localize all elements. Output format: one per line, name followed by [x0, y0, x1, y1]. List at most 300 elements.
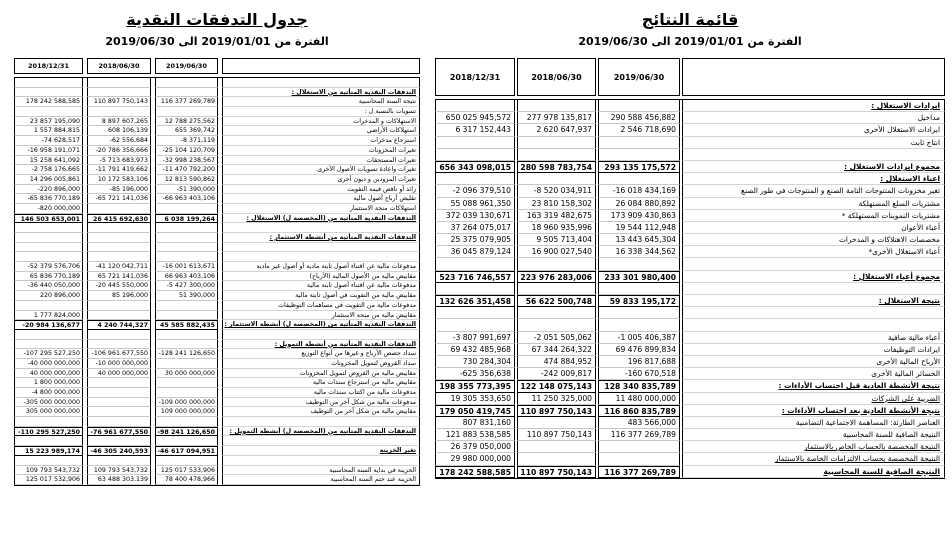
- value-cell: [155, 88, 218, 98]
- row-label: الاستهلاكات و المدخرات: [222, 117, 420, 127]
- row-label: التدفقات النقدية المتأتية من أنشطة التمويل :: [222, 340, 420, 350]
- value-cell: -98 241 126,650: [155, 427, 218, 437]
- table-row: [14, 330, 420, 340]
- value-cell: 65 836 770,189: [14, 272, 83, 282]
- table-row: [435, 100, 945, 112]
- value-cell: [598, 441, 680, 453]
- value-cell: [155, 388, 218, 398]
- value-cell: [598, 307, 680, 319]
- page-title: قائمة النتائج: [641, 10, 739, 29]
- value-cell: [14, 233, 83, 243]
- row-label: [222, 330, 420, 340]
- row-label: تغيرات المخزونات: [222, 146, 420, 156]
- value-cell: -2 051 505,062: [517, 332, 596, 344]
- row-label: التدفقات النقدية المتأتية من (المخصصة ل) أنشطة التمويل :: [222, 427, 420, 437]
- value-cell: [87, 398, 151, 408]
- value-cell: -16 018 434,169: [598, 185, 680, 197]
- row-label: [682, 149, 945, 161]
- value-cell: [517, 258, 596, 270]
- value-cell: -8 371,119: [155, 136, 218, 146]
- value-cell: [87, 301, 151, 311]
- value-cell: -20 984 136,677: [14, 320, 83, 330]
- value-cell: 26 415 692,630: [87, 214, 151, 224]
- table-row: [435, 453, 945, 465]
- value-cell: [517, 441, 596, 453]
- value-cell: [598, 319, 680, 331]
- value-cell: 56 622 500,748: [517, 295, 596, 307]
- row-label: الخزينة عند ختم السنة المحاسبية: [222, 475, 420, 485]
- value-cell: 63 488 303,139: [87, 475, 151, 485]
- row-label: [222, 456, 420, 466]
- value-cell: 40 000 000,000: [14, 369, 83, 379]
- row-label: سداد القروض لتمويل المخزونات: [222, 359, 420, 369]
- row-label: مدفوعات مالية عن اقتناء أصول ثابتة مادية أو أصول غير مادية: [222, 262, 420, 272]
- value-cell: [435, 319, 515, 331]
- value-cell: [598, 149, 680, 161]
- value-cell: 13 443 645,304: [598, 234, 680, 246]
- row-label: تسويات بالنسبة ل :: [222, 107, 420, 117]
- value-cell: 650 025 945,572: [435, 112, 515, 124]
- table-row: [435, 441, 945, 453]
- value-cell: 110 897 750,143: [517, 429, 596, 441]
- value-cell: 2 620 647,937: [517, 124, 596, 136]
- value-cell: -160 670,518: [598, 368, 680, 380]
- row-label: مداخيل: [682, 112, 945, 124]
- value-cell: 25 375 079,905: [435, 234, 515, 246]
- value-cell: [87, 417, 151, 427]
- row-label: أعباء الأعوان: [682, 222, 945, 234]
- table-row: [14, 117, 420, 127]
- value-cell: 36 045 879,124: [435, 246, 515, 258]
- value-cell: 14 296 005,861: [14, 175, 83, 185]
- value-cell: 85 196,000: [87, 291, 151, 301]
- row-label: [222, 78, 420, 88]
- value-cell: -3 807 991,697: [435, 332, 515, 344]
- row-label: مقابيض مالية من استرجاع سندات مالية: [222, 378, 420, 388]
- row-label: سداد حصص الأرباح و غيرها من أنواع التوزيع: [222, 349, 420, 359]
- table-row: [435, 368, 945, 380]
- value-cell: 179 050 419,745: [435, 405, 515, 417]
- value-cell: [87, 407, 151, 417]
- table-row: [435, 258, 945, 270]
- cash-flow-statement: [14, 6, 420, 486]
- value-cell: [87, 204, 151, 214]
- value-cell: -128 241 126,650: [155, 349, 218, 359]
- table-row: [435, 307, 945, 319]
- row-label: [222, 243, 420, 253]
- value-cell: -16 958 191,071: [14, 146, 83, 156]
- row-label: [682, 283, 945, 295]
- value-cell: 730 284,304: [435, 356, 515, 368]
- value-cell: [517, 417, 596, 429]
- value-cell: 9 505 713,404: [517, 234, 596, 246]
- row-label: تقليص أرباح أصول مالية: [222, 194, 420, 204]
- table-row: [435, 295, 945, 307]
- value-cell: -107 295 527,250: [14, 349, 83, 359]
- value-cell: [598, 173, 680, 185]
- value-cell: -65 836 770,189: [14, 194, 83, 204]
- cash-flow-table: [14, 77, 420, 486]
- value-cell: [435, 137, 515, 149]
- value-cell: -40 000 000,000: [14, 359, 83, 369]
- value-cell: [87, 78, 151, 88]
- row-label: استرجاع مدخرات: [222, 136, 420, 146]
- value-cell: [87, 456, 151, 466]
- value-cell: [87, 243, 151, 253]
- row-label: مقابيض مالية من القروض لتمويل المخزونات: [222, 369, 420, 379]
- row-label: أعباء مالية صافية: [682, 332, 945, 344]
- table-row: [14, 281, 420, 291]
- value-cell: -5 713 683,973: [87, 156, 151, 166]
- row-label: ايرادات التوظيفات: [682, 344, 945, 356]
- value-cell: 372 039 130,671: [435, 210, 515, 222]
- row-label: [222, 223, 420, 233]
- value-cell: 305 000 000,000: [14, 407, 83, 417]
- table-row: [435, 185, 945, 197]
- value-cell: [155, 340, 218, 350]
- value-cell: 18 960 935,996: [517, 222, 596, 234]
- table-row: [435, 466, 945, 478]
- value-cell: 78 400 478,966: [155, 475, 218, 485]
- row-label: مخصصات الاهتلاكات و المدخرات: [682, 234, 945, 246]
- column-header-date: 2019/06/30: [598, 58, 680, 96]
- value-cell: 198 355 773,395: [435, 380, 515, 392]
- value-cell: 30 000 000,000: [155, 369, 218, 379]
- value-cell: 163 319 482,675: [517, 210, 596, 222]
- table-row: [14, 311, 420, 321]
- value-cell: 10 172 583,106: [87, 175, 151, 185]
- value-cell: -109 000 000,000: [155, 398, 218, 408]
- row-label: مدفوعات مالية من اكتتاب سندات مالية: [222, 388, 420, 398]
- table-row: [435, 149, 945, 161]
- row-label: النتيجة المخصصة بحساب الالتزامات الخاصة بالاستثمار: [682, 453, 945, 465]
- value-cell: 116 377 269,789: [598, 429, 680, 441]
- value-cell: 178 242 588,585: [435, 466, 515, 478]
- value-cell: 178 242 588,585: [14, 97, 83, 107]
- value-cell: [155, 233, 218, 243]
- value-cell: [14, 78, 83, 88]
- table-row: [14, 456, 420, 466]
- table-row: [435, 319, 945, 331]
- value-cell: [87, 311, 151, 321]
- value-cell: [14, 243, 83, 253]
- value-cell: -16 001 613,671: [155, 262, 218, 272]
- value-cell: 655 369,742: [155, 126, 218, 136]
- value-cell: 65 721 141,036: [87, 272, 151, 282]
- value-cell: [155, 243, 218, 253]
- value-cell: [598, 258, 680, 270]
- value-cell: -106 961 677,550: [87, 349, 151, 359]
- value-cell: 19 544 112,948: [598, 222, 680, 234]
- value-cell: [14, 252, 83, 262]
- value-cell: 15 258 641,092: [14, 156, 83, 166]
- row-label: نتيجة الأنشطة العادية بعد احتساب الأداءات :: [682, 405, 945, 417]
- value-cell: -2 096 379,510: [435, 185, 515, 197]
- row-label: التدفقات النقدية المتأتية من (المخصصة ل) الاستغلال :: [222, 214, 420, 224]
- table-row: [14, 340, 420, 350]
- value-cell: [435, 258, 515, 270]
- value-cell: [87, 330, 151, 340]
- table-row: [435, 283, 945, 295]
- value-cell: [598, 137, 680, 149]
- row-label: مجموع ايرادات الاستغلال :: [682, 161, 945, 173]
- table-row: [435, 137, 945, 149]
- table-row: [435, 124, 945, 136]
- row-label: التدفقات النقدية المتأتية من (المخصصة ل) أنشطة الاستثمار :: [222, 320, 420, 330]
- value-cell: [87, 378, 151, 388]
- value-cell: [517, 149, 596, 161]
- table-row: [14, 349, 420, 359]
- table-row: [14, 436, 420, 446]
- table-row: [14, 233, 420, 243]
- value-cell: [14, 88, 83, 98]
- income-table-header: [435, 58, 945, 96]
- value-cell: -41 120 042,711: [87, 262, 151, 272]
- table-row: [435, 405, 945, 417]
- value-cell: [87, 252, 151, 262]
- value-cell: -4 800 000,000: [14, 388, 83, 398]
- value-cell: 128 340 835,789: [598, 380, 680, 392]
- table-row: [435, 332, 945, 344]
- value-cell: [155, 223, 218, 233]
- row-label: مقابيض مالية من الأصول المالية (الأرباح): [222, 272, 420, 282]
- value-cell: 23 857 195,090: [14, 117, 83, 127]
- value-cell: 19 305 353,650: [435, 393, 515, 405]
- row-label: تغيرات المستحقات: [222, 156, 420, 166]
- value-cell: 1 777 824,000: [14, 311, 83, 321]
- table-row: [14, 223, 420, 233]
- value-cell: [598, 283, 680, 295]
- value-cell: -220 896,000: [14, 185, 83, 195]
- table-row: [435, 271, 945, 283]
- value-cell: 109 793 543,732: [14, 466, 83, 476]
- value-cell: [435, 149, 515, 161]
- row-label: انتاج ثابت: [682, 137, 945, 149]
- table-row: [14, 252, 420, 262]
- value-cell: [87, 340, 151, 350]
- row-label: مقابيض مالية من منحة الاستثمار: [222, 311, 420, 321]
- row-label: مشتريات التموينات المستهلكة *: [682, 210, 945, 222]
- value-cell: -11 470 792,200: [155, 165, 218, 175]
- value-cell: [435, 307, 515, 319]
- value-cell: 121 883 538,585: [435, 429, 515, 441]
- table-row: [435, 393, 945, 405]
- value-cell: [517, 319, 596, 331]
- table-row: [14, 136, 420, 146]
- value-cell: 6 038 199,264: [155, 214, 218, 224]
- value-cell: -820 000,000: [14, 204, 83, 214]
- column-header-date: 2018/12/31: [435, 58, 515, 96]
- value-cell: -305 000 000,000: [14, 398, 83, 408]
- table-row: [14, 185, 420, 195]
- table-row: [14, 475, 420, 485]
- value-cell: -8 520 034,911: [517, 185, 596, 197]
- value-cell: 11 480 000,000: [598, 393, 680, 405]
- value-cell: 16 900 027,540: [517, 246, 596, 258]
- row-label: [682, 307, 945, 319]
- table-row: [435, 198, 945, 210]
- value-cell: [87, 436, 151, 446]
- value-cell: 132 626 351,458: [435, 295, 515, 307]
- row-label: مجموع أعباء الاستغلال :: [682, 271, 945, 283]
- value-cell: [14, 436, 83, 446]
- value-cell: 66 963 403,106: [155, 272, 218, 282]
- row-label: تغيرات واعادة تسويات الأصول الأخرى: [222, 165, 420, 175]
- value-cell: [155, 311, 218, 321]
- value-cell: 656 343 098,015: [435, 161, 515, 173]
- value-cell: -5 427 300,000: [155, 281, 218, 291]
- value-cell: [155, 204, 218, 214]
- value-cell: 173 909 430,863: [598, 210, 680, 222]
- table-row: [435, 234, 945, 246]
- row-label: نتيجة السنة المحاسبية: [222, 97, 420, 107]
- income-table: [435, 99, 945, 479]
- row-label: العناصر الطارئة: المساهمة الاجتماعية التضامنية: [682, 417, 945, 429]
- row-label: استهلاكات منحة الاستثمار: [222, 204, 420, 214]
- value-cell: 146 503 653,001: [14, 214, 83, 224]
- table-row: [435, 246, 945, 258]
- value-cell: [517, 100, 596, 112]
- value-cell: [87, 233, 151, 243]
- value-cell: 196 817,688: [598, 356, 680, 368]
- table-row: [14, 446, 420, 456]
- period-subtitle: الفترة من 2019/01/01 الى 2019/06/30: [578, 35, 802, 48]
- table-row: [14, 175, 420, 185]
- value-cell: -11 791 419,662: [87, 165, 151, 175]
- column-header-date: 2018/06/30: [517, 58, 596, 96]
- value-cell: 116 860 835,789: [598, 405, 680, 417]
- value-cell: -1 005 406,387: [598, 332, 680, 344]
- row-label: تغير مخزونات المنتوجات التامة الصنع و المنتوجات في طور الصنع: [682, 185, 945, 197]
- table-row: [435, 417, 945, 429]
- row-label: ايرادات الاستغلال الأخرى: [682, 124, 945, 136]
- value-cell: 233 301 980,400: [598, 271, 680, 283]
- value-cell: [14, 456, 83, 466]
- value-cell: [435, 100, 515, 112]
- value-cell: -85 196,000: [87, 185, 151, 195]
- value-cell: [598, 453, 680, 465]
- row-label: أعباء الاستغلال الأخرى*: [682, 246, 945, 258]
- value-cell: [87, 388, 151, 398]
- value-cell: [155, 359, 218, 369]
- value-cell: [14, 301, 83, 311]
- row-label: الضريبة على الشركات: [682, 393, 945, 405]
- value-cell: -110 295 527,250: [14, 427, 83, 437]
- table-row: [14, 320, 420, 330]
- table-row: [14, 301, 420, 311]
- value-cell: 26 379 050,000: [435, 441, 515, 453]
- value-cell: [87, 107, 151, 117]
- table-row: [435, 161, 945, 173]
- value-cell: 1 800 000,000: [14, 378, 83, 388]
- value-cell: 16 338 344,562: [598, 246, 680, 258]
- table-row: [435, 356, 945, 368]
- row-label: الخزينة في بداية السنة المحاسبية: [222, 466, 420, 476]
- table-row: [14, 78, 420, 88]
- row-label: الأرباح المالية الأخرى: [682, 356, 945, 368]
- value-cell: 293 135 175,572: [598, 161, 680, 173]
- table-row: [14, 156, 420, 166]
- row-label: زائد أو ناقص قيمة التفويت: [222, 185, 420, 195]
- table-row: [14, 126, 420, 136]
- value-cell: 110 897 750,143: [517, 405, 596, 417]
- row-label: تغيرات المزودين و ديون أخرى: [222, 175, 420, 185]
- table-row: [14, 107, 420, 117]
- period-subtitle: الفترة من 2019/01/01 الى 2019/06/30: [105, 35, 329, 48]
- value-cell: -20 786 356,666: [87, 146, 151, 156]
- value-cell: -625 356,638: [435, 368, 515, 380]
- row-label: مشتريات السلع المستهلكة: [682, 198, 945, 210]
- table-row: [435, 429, 945, 441]
- row-label: ايرادات الاستغلال :: [682, 100, 945, 112]
- value-cell: [517, 453, 596, 465]
- row-label: التدفقات النقدية المتأتية من الاستغلال :: [222, 88, 420, 98]
- value-cell: -76 961 677,550: [87, 427, 151, 437]
- value-cell: [155, 417, 218, 427]
- row-label: اعباء الاستغلال :: [682, 173, 945, 185]
- table-row: [435, 112, 945, 124]
- table-row: [14, 388, 420, 398]
- value-cell: 6 317 152,443: [435, 124, 515, 136]
- row-label: استهلاكات الأراضي: [222, 126, 420, 136]
- value-cell: [155, 330, 218, 340]
- value-cell: [14, 330, 83, 340]
- value-cell: [155, 107, 218, 117]
- value-cell: 12 813 590,862: [155, 175, 218, 185]
- row-label: مدفوعات مالية من شكل آخر من التوظيف: [222, 398, 420, 408]
- table-row: [435, 222, 945, 234]
- value-cell: -242 009,817: [517, 368, 596, 380]
- table-row: [14, 214, 420, 224]
- table-row: [14, 97, 420, 107]
- row-label: التدفقات النقدية المتأتية من أنشطة الاستثمار :: [222, 233, 420, 243]
- value-cell: -2 758 176,665: [14, 165, 83, 175]
- value-cell: 110 897 750,143: [517, 466, 596, 478]
- table-row: [14, 194, 420, 204]
- value-cell: 2 546 718,690: [598, 124, 680, 136]
- column-header-label-empty: [682, 58, 945, 96]
- table-row: [14, 146, 420, 156]
- row-label: [222, 252, 420, 262]
- value-cell: 45 585 882,435: [155, 320, 218, 330]
- value-cell: 4 240 744,327: [87, 320, 151, 330]
- value-cell: 8 897 607,265: [87, 117, 151, 127]
- row-label: تغير الخزينة: [222, 446, 420, 456]
- value-cell: 1 557 884,815: [14, 126, 83, 136]
- value-cell: [435, 283, 515, 295]
- value-cell: 290 588 456,882: [598, 112, 680, 124]
- cash-flow-table-header: [14, 58, 420, 74]
- value-cell: 26 084 880,892: [598, 198, 680, 210]
- value-cell: 109 000 000,000: [155, 407, 218, 417]
- value-cell: 15 223 989,174: [14, 446, 83, 456]
- page-title: جدول التدفقات النقدية: [126, 10, 308, 29]
- value-cell: [517, 283, 596, 295]
- value-cell: 807 831,160: [435, 417, 515, 429]
- table-row: [435, 210, 945, 222]
- value-cell: [155, 436, 218, 446]
- row-label: [682, 258, 945, 270]
- table-row: [14, 204, 420, 214]
- value-cell: 116 377 269,789: [598, 466, 680, 478]
- value-cell: -46 617 094,951: [155, 446, 218, 456]
- table-row: [14, 272, 420, 282]
- value-cell: [87, 223, 151, 233]
- value-cell: [155, 301, 218, 311]
- table-row: [435, 344, 945, 356]
- value-cell: 69 476 899,834: [598, 344, 680, 356]
- table-row: [435, 380, 945, 392]
